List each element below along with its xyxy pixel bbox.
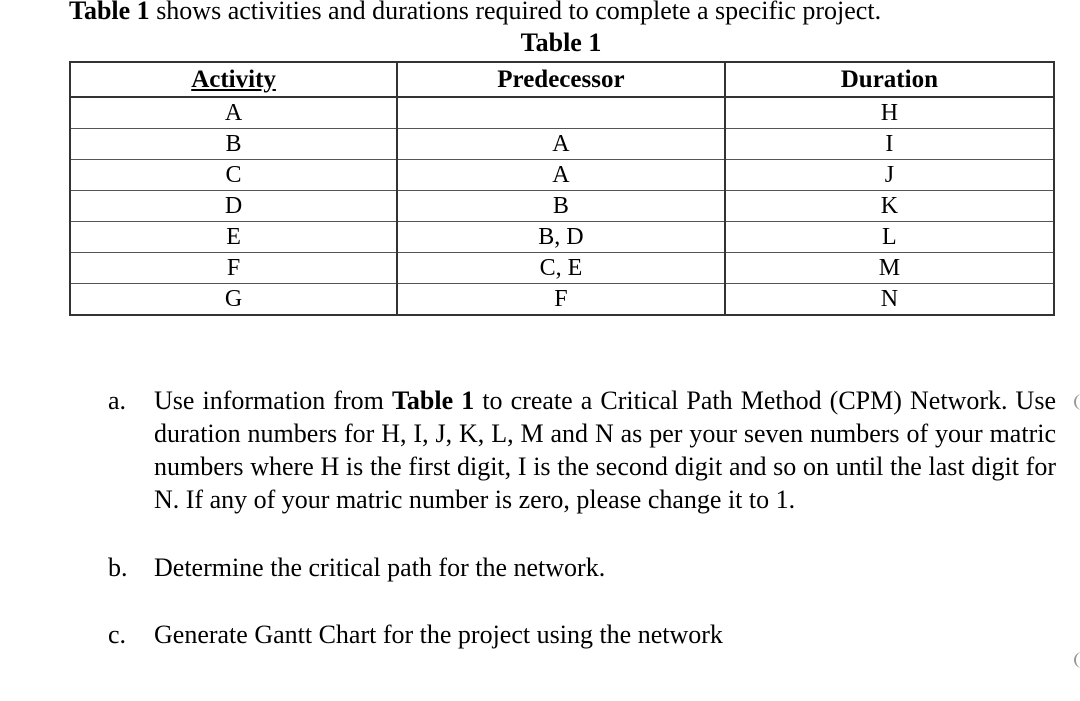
cell-duration: H	[725, 97, 1054, 129]
table-row	[70, 191, 1054, 222]
question-a-marker: a.	[108, 386, 127, 415]
cell-predecessor: F	[397, 284, 725, 316]
header-activity	[70, 62, 397, 97]
cell-duration: J	[725, 160, 1054, 191]
cell-duration: L	[725, 222, 1054, 253]
cell-predecessor: B, D	[397, 222, 725, 253]
activities-table	[69, 61, 1055, 316]
question-a-text-start: Use information from	[154, 386, 392, 415]
page-edge-mark	[1074, 652, 1080, 668]
cell-predecessor	[397, 97, 725, 129]
table-row	[70, 129, 1054, 160]
cell-activity: C	[70, 160, 397, 191]
cell-duration: I	[725, 129, 1054, 160]
cell-activity: D	[70, 191, 397, 222]
question-list	[108, 384, 1056, 651]
cell-activity: G	[70, 284, 397, 316]
cell-predecessor: B	[397, 191, 725, 222]
cell-predecessor: A	[397, 129, 725, 160]
cell-duration: N	[725, 284, 1054, 316]
table-row	[70, 97, 1054, 129]
header-activity-label: Activity	[191, 65, 276, 93]
page-edge-mark	[1074, 394, 1080, 410]
cell-predecessor: C, E	[397, 253, 725, 284]
intro-sentence	[69, 0, 881, 28]
intro-bold-prefix: Table 1	[69, 0, 150, 25]
question-c-marker: c.	[108, 620, 127, 649]
cell-duration: M	[725, 253, 1054, 284]
cell-activity: E	[70, 222, 397, 253]
cell-predecessor: A	[397, 160, 725, 191]
table-row	[70, 160, 1054, 191]
cell-duration: K	[725, 191, 1054, 222]
question-b	[108, 551, 1056, 584]
question-a-text	[154, 384, 1056, 516]
question-a-text-end: to create a Critical Path Method (CPM) Network. Use duration numbers for H, I, J, K, L, M and N as per your seven numbers of your matric numbers where H is the first digit, I is the second digit and so on until the last digit for N. If any of your matric number is zero, please change it to 1.	[154, 386, 1056, 514]
question-b-text: Determine the critical path for the network.	[154, 553, 606, 582]
question-a	[108, 384, 1056, 516]
question-c	[108, 618, 1056, 651]
cell-activity: A	[70, 97, 397, 129]
table-header-row	[70, 62, 1054, 97]
cell-activity: B	[70, 129, 397, 160]
table-row	[70, 222, 1054, 253]
question-b-marker: b.	[108, 553, 128, 582]
header-predecessor: Predecessor	[397, 62, 725, 97]
header-duration: Duration	[725, 62, 1054, 97]
table-row	[70, 253, 1054, 284]
intro-text: shows activities and durations required to complete a specific project.	[149, 0, 882, 25]
question-a-table-ref: Table 1	[391, 386, 475, 415]
question-c-text: Generate Gantt Chart for the project using the network	[154, 620, 723, 649]
cell-activity: F	[70, 253, 397, 284]
table-caption: Table 1	[520, 28, 602, 57]
table-row	[70, 284, 1054, 316]
